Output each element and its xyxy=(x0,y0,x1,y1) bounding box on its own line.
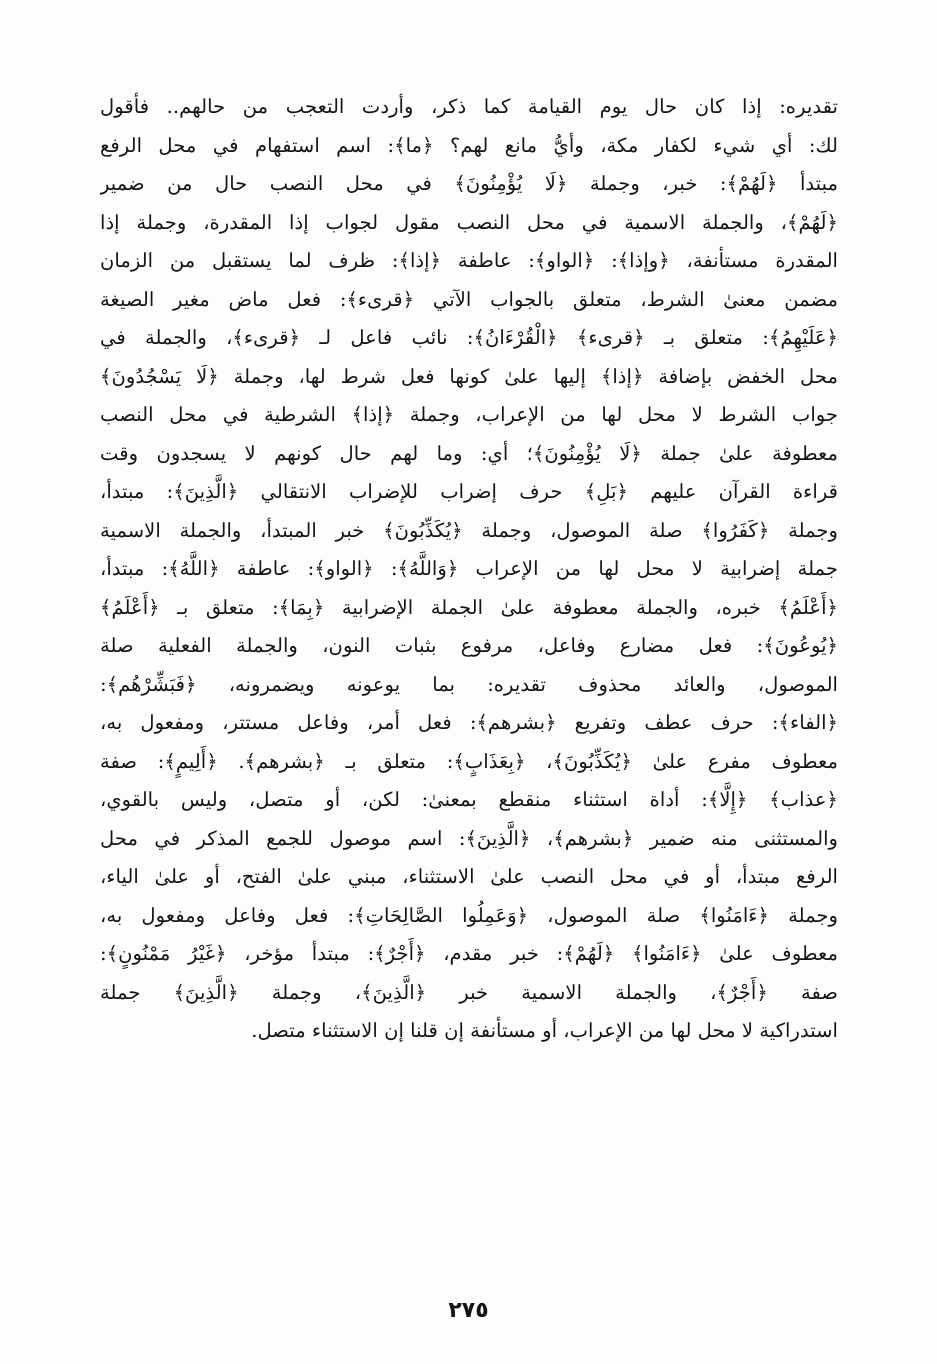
text-line: ﴿عَلَيْهِمُ﴾: متعلق بـ ﴿قرىء﴾ ﴿الْقُرْءَانُ﴾: نائب فاعل لـ ﴿قرىء﴾، والجملة في xyxy=(100,326,838,349)
text-line: ﴿أَعْلَمُ﴾ خبره، والجملة معطوفة علىٰ الجملة الإضرابية ﴿بِمَا﴾: متعلق بـ ﴿أَعْلَمُ﴾ xyxy=(100,595,838,619)
page-number: ٢٧٥ xyxy=(448,1298,489,1323)
text-line: والمستثنى منه ضمير ﴿بشرهم﴾، ﴿الَّذِينَ﴾: اسم موصول للجمع المذكر في محل xyxy=(100,826,838,850)
text-line: ﴿عذاب﴾ ﴿إِلَّا﴾: أداة استثناء منقطع بمعنىٰ: لكن، أو متصل، وليس بالقوي، xyxy=(100,788,838,811)
text-line: وجملة ﴿ءَامَنُوا﴾ صلة الموصول، ﴿وَعَمِلُوا الصَّالِحَاتِ﴾: فعل وفاعل ومفعول به، xyxy=(100,903,838,927)
text-line: ﴿لَهُمْ﴾، والجملة الاسمية في محل النصب مقول لجواب إذا المقدرة، وجملة إذا xyxy=(100,210,838,234)
text-line: ﴿يُوعُونَ﴾: فعل مضارع وفاعل، مرفوع بثبات النون، والجملة الفعلية صلة xyxy=(100,634,838,657)
text-line: صفة ﴿أَجْرٌ﴾، والجملة الاسمية خبر ﴿الَّذِينَ﴾، وجملة ﴿الَّذِينَ﴾ جملة xyxy=(100,980,838,1004)
text-line: قراءة القرآن عليهم ﴿بَلِ﴾ حرف إضراب للإضراب الانتقالي ﴿الَّذِينَ﴾: مبتدأ، xyxy=(100,480,838,503)
text-line: تقديره: إذا كان حال يوم القيامة كما ذكر، وأردت التعجب من حالهم.. فأقول xyxy=(100,95,838,118)
text-line: ﴿الفاء﴾: حرف عطف وتفريع ﴿بشرهم﴾: فعل أمر، وفاعل مستتر، ومفعول به، xyxy=(100,711,838,734)
text-line-last: استدراكية لا محل لها من الإعراب، أو مستأنفة إن قلنا إن الاستثناء متصل. xyxy=(251,1019,838,1042)
text-line: معطوف مفرع علىٰ ﴿يُكَذِّبُونَ﴾، ﴿بِعَذَابٍ﴾: متعلق بـ ﴿بشرهم﴾. ﴿أَلِيمٍ﴾: صفة xyxy=(100,749,838,773)
commentary-paragraph xyxy=(100,88,838,1051)
text-line: جملة إضرابية لا محل لها من الإعراب ﴿وَاللَّهُ﴾: ﴿الواو﴾: عاطفة ﴿اللَّهُ﴾: مبتدأ، xyxy=(100,557,838,580)
text-line: الرفع مبتدأ، أو في محل النصب علىٰ الاستثناء، مبني علىٰ الفتح، أو علىٰ الياء، xyxy=(100,865,838,888)
text-line: الموصول، والعائد محذوف تقديره: بما يوعونه ويضمرونه، ﴿فَبَشِّرْهُم﴾: xyxy=(100,672,838,696)
text-line: مبتدأ ﴿لَهُمْ﴾: خبر، وجملة ﴿لَا يُؤْمِنُونَ﴾ في محل النصب حال من ضمير xyxy=(100,172,838,195)
text-line: المقدرة مستأنفة، ﴿وإذا﴾: ﴿الواو﴾: عاطفة ﴿إذا﴾: ظرف لما يستقبل من الزمان xyxy=(100,249,838,272)
text-line: معطوف علىٰ ﴿ءَامَنُوا﴾ ﴿لَهُمْ﴾: خبر مقدم، ﴿أَجْرٌ﴾: مبتدأ مؤخر، ﴿غَيْرُ مَمْنُونٍ﴾: xyxy=(100,942,838,965)
text-line: جواب الشرط لا محل لها من الإعراب، وجملة ﴿إذا﴾ الشرطية في محل النصب xyxy=(100,403,838,426)
text-line: محل الخفض بإضافة ﴿إذا﴾ إليها علىٰ كونها فعل شرط لها، وجملة ﴿لَا يَسْجُدُونَ﴾ xyxy=(100,364,838,388)
text-line: لك: أي شيء لكفار مكة، وأيُّ مانع لهم؟ ﴿ما﴾: اسم استفهام في محل الرفع xyxy=(100,133,838,157)
text-line: مضمن معنىٰ الشرط، متعلق بالجواب الآتي ﴿قرىء﴾: فعل ماض مغير الصيغة xyxy=(100,287,838,311)
text-line: وجملة ﴿كَفَرُوا﴾ صلة الموصول، وجملة ﴿يُكَذِّبُونَ﴾ خبر المبتدأ، والجملة الاسمية xyxy=(100,518,838,542)
text-line: معطوفة علىٰ جملة ﴿لَا يُؤْمِنُونَ﴾؛ أي: وما لهم حال كونهم لا يسجدون وقت xyxy=(100,441,838,465)
